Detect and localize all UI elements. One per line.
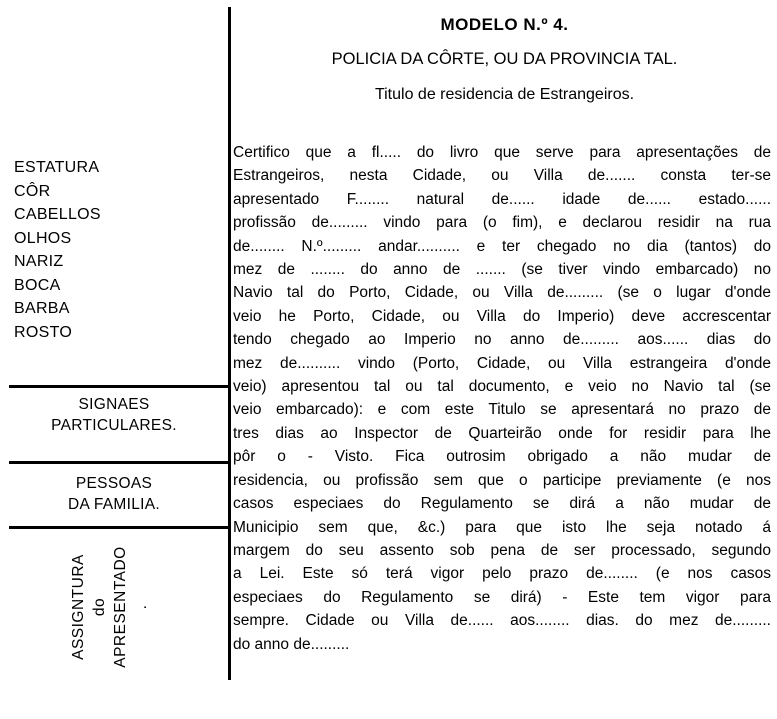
- body-line: veio embarcado): e com este Titulo se apresentará no prazo de: [233, 401, 771, 419]
- signaes-section-heading: [0, 394, 228, 436]
- descriptor-label-boca: BOCA: [14, 276, 61, 294]
- descriptor-labels: [14, 156, 101, 344]
- signature-line4: .: [133, 604, 150, 610]
- body-line: Estrangeiros, nesta Cidade, ou Villa de....... consta ter-se: [233, 167, 771, 185]
- body-line: tres dias ao Inspector de Quarteirão onde for residir para lhe: [233, 424, 771, 442]
- body-line: pôr o - Visto. Fica outrosim obrigado a não mudar de: [233, 448, 771, 466]
- certificate-body: [233, 141, 771, 656]
- authority-line: POLICIA DA CÔRTE, OU DA PROVINCIA TAL.: [331, 50, 678, 68]
- descriptor-label-cor: CÔR: [14, 182, 51, 200]
- body-line: Navio tal do Porto, Cidade, ou Villa de......... (se o lugar d'onde: [233, 284, 771, 302]
- descriptor-label-barba: BARBA: [14, 300, 70, 317]
- model-title: MODELO N.º 4.: [440, 15, 569, 34]
- body-line: veio he Porto, Cidade, ou Villa do Imperio) deve accrescentar: [233, 307, 771, 325]
- body-line: sempre. Cidade ou Villa de...... aos........ dias. do mez de.........: [233, 612, 771, 630]
- body-line: a Lei. Este só terá vigor pelo prazo de........ (e nos casos: [233, 565, 771, 583]
- signature-caption-box: [33, 530, 187, 684]
- descriptor-label-nariz: NARIZ: [14, 253, 64, 270]
- descriptor-label-olhos: OLHOS: [14, 229, 72, 247]
- descriptor-label-estatura: ESTATURA: [14, 159, 100, 176]
- signaes-line1: SIGNAES: [78, 396, 150, 413]
- pessoas-line2: DA FAMILIA.: [67, 496, 161, 513]
- descriptor-label-cabellos: CABELLOS: [14, 206, 101, 223]
- body-line: apresentado F........ natural de...... idade de...... estado......: [233, 190, 771, 208]
- horizontal-rule-above-pessoas: [9, 461, 228, 464]
- signature-line3: APRESENTADO: [112, 546, 129, 668]
- body-line: margem do seu assento sob pena de ser processado, segundo: [233, 541, 771, 559]
- horizontal-rule-above-signature: [9, 526, 228, 529]
- body-line: veio) apresentou tal ou tal documento, e veio no Navio tal (se: [233, 378, 771, 396]
- document-title: Titulo de residencia de Estrangeiros.: [374, 86, 635, 103]
- body-line: de........ N.º......... andar.......... e ter chegado no dia (tantos) do: [233, 237, 771, 255]
- body-line: Municipio sem que, &c.) para que isto lhe seja notado á: [233, 518, 771, 536]
- body-line: especiaes do Regulamento se dirá) - Este tem vigor para: [233, 588, 771, 606]
- body-line: do anno de.........: [233, 635, 350, 653]
- signature-line2: do: [91, 597, 108, 617]
- descriptor-label-rosto: ROSTO: [14, 323, 73, 341]
- body-line: mez de ........ do anno de ....... (se tiver vindo embarcado) no: [233, 261, 771, 279]
- body-line: casos especiaes do Regulamento se dirá a não mudar de: [233, 495, 771, 513]
- body-line: Certifico que a fl..... do livro que serve para apresentações de: [233, 144, 771, 161]
- signature-caption-rotated: [68, 530, 152, 684]
- pessoas-line1: PESSOAS: [75, 475, 153, 492]
- signature-line1: ASSIGNTURA: [70, 554, 87, 660]
- body-line: tendo chegado ao Imperio no anno de......... aos...... dias do: [233, 331, 771, 349]
- pessoas-section-heading: [0, 473, 228, 515]
- signaes-line2: PARTICULARES.: [51, 417, 177, 434]
- body-line: residencia, ou profissão sem que o participe previamente (e nos: [233, 471, 771, 489]
- vertical-rule: [228, 7, 231, 680]
- body-line: profissão de......... vindo para (o fim), e declarou residir na rua: [233, 214, 771, 232]
- horizontal-rule-above-signaes: [9, 385, 228, 388]
- body-line: mez de.......... vindo (Porto, Cidade, ou Villa estrangeira d'onde: [233, 354, 771, 372]
